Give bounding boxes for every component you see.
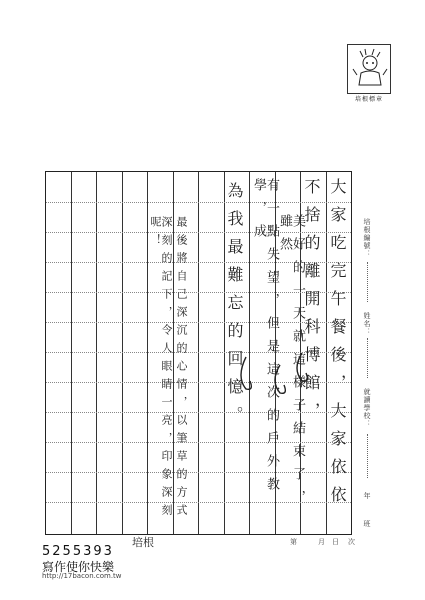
student-id-line — [367, 262, 368, 302]
footer-word: 第 — [290, 538, 297, 546]
footer-word: 月 — [318, 538, 325, 546]
grid-column-line — [326, 172, 327, 534]
logo-caption: 培根標章 — [354, 96, 383, 103]
grid-column-line — [173, 172, 174, 534]
essay-column-3: 美好的一天就這樣子結束了，雖然 — [277, 214, 305, 513]
footer-stamp: 培根 — [132, 536, 154, 549]
name-label: 姓名： — [363, 312, 371, 336]
essay-column-6: 最後將自己深沉的心情，以筆草的方式 — [175, 216, 188, 522]
footer-word: 日 — [332, 538, 339, 546]
name-line — [367, 338, 368, 378]
school-line — [367, 434, 368, 478]
footer-url: http://17bacon.com.tw — [42, 572, 122, 580]
class-label: 班 — [363, 520, 371, 528]
student-id-label: 培根編號： — [363, 218, 371, 258]
essay-column-4: 有一點失望，但是這次的戶外教學，成 — [251, 178, 279, 500]
school-label: 就讀學校： — [363, 388, 371, 428]
manuscript-grid — [45, 171, 352, 535]
document-code: 5255393 — [42, 544, 114, 559]
grid-column-line — [71, 172, 72, 534]
essay-column-7: 深刻的記下，令人眼睛一亮，印象深刻呢！ — [149, 216, 173, 522]
footer-slogan: 寫作使你快樂 — [42, 560, 115, 574]
mascot-icon — [348, 45, 390, 93]
grade-label: 年 — [363, 492, 371, 500]
logo-stamp-box — [347, 44, 391, 94]
teacher-mark-icon — [232, 347, 312, 407]
essay-column-1: 大家吃完午餐後，大家依依 — [328, 178, 347, 514]
grid-column-line — [96, 172, 97, 534]
footer-word: 次 — [348, 538, 355, 546]
essay-column-2: 不捨的離開科博館， — [302, 178, 321, 430]
grid-column-line — [198, 172, 199, 534]
grid-column-line — [147, 172, 148, 534]
essay-column-5: 為我最難忘的回憶。 — [225, 182, 244, 434]
grid-column-line — [122, 172, 123, 534]
